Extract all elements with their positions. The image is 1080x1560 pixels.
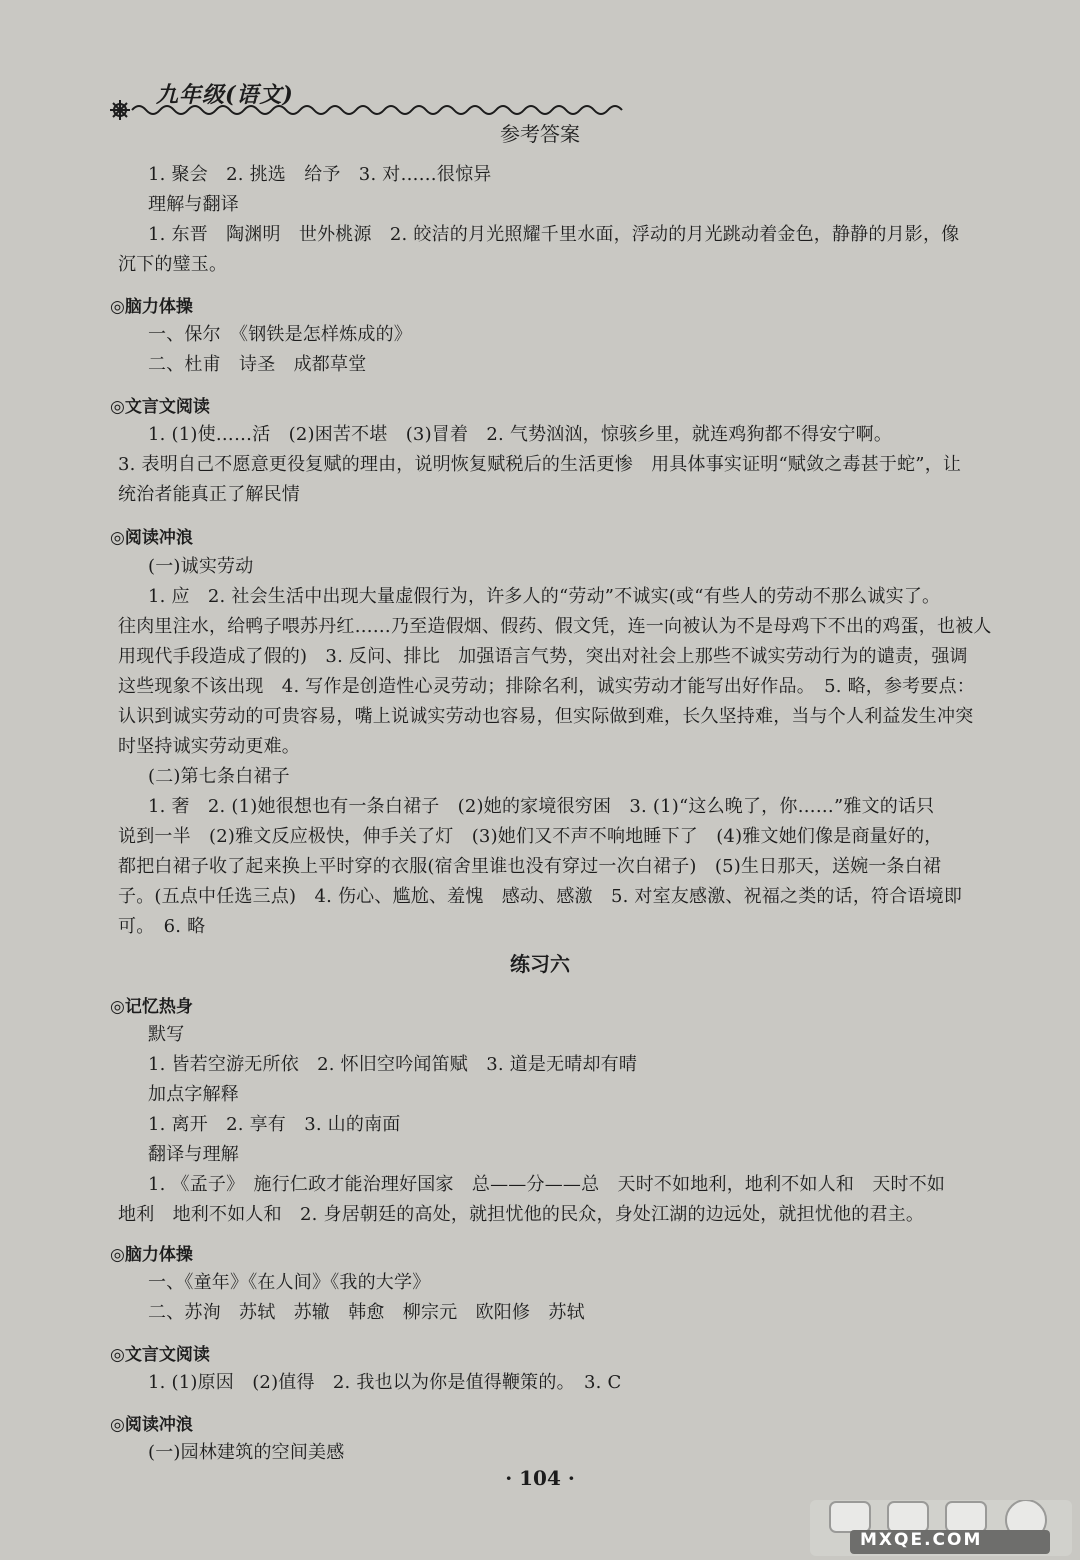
text-line: 用现代手段造成了假的) 3. 反问、排比 加强语言气势，突出对社会上那些不诚实劳动行为的谴责，强调: [118, 646, 968, 667]
subheading: 加点字解释: [148, 1084, 239, 1105]
text-line: 1. 聚会 2. 挑选 给予 3. 对……很惊异: [148, 164, 492, 185]
text-line: 1. 东晋 陶渊明 世外桃源 2. 皎洁的月光照耀千里水面，浮动的月光跳动着金色，静静的月影，像: [148, 224, 960, 245]
text-line: 子。(五点中任选三点) 4. 伤心、尴尬、羞愧 感动、感激 5. 对室友感激、祝福之类的话，符合语境即: [118, 886, 963, 907]
text-line: 往肉里注水，给鸭子喂苏丹红……乃至造假烟、假药、假文凭，连一向被认为不是母鸡下不出的鸡蛋，也被人: [118, 616, 992, 637]
section-heading: ◎阅读冲浪: [110, 1415, 193, 1435]
page-number: · 104 ·: [505, 1466, 575, 1490]
text-line: 地利 地利不如人和 2. 身居朝廷的高处，就担忧他的民众，身处江湖的边远处，就担忧他的君主。: [118, 1204, 925, 1225]
exercise-title: 练习六: [510, 952, 570, 976]
section-heading: ◎文言文阅读: [110, 1345, 210, 1365]
subheading: (一)诚实劳动: [148, 556, 254, 577]
text-line: 二、苏洵 苏轼 苏辙 韩愈 柳宗元 欧阳修 苏轼: [148, 1302, 585, 1323]
text-line: 1. 应 2. 社会生活中出现大量虚假行为，许多人的“劳动”不诚实(或“有些人的劳动不那么诚实了。: [148, 586, 941, 607]
subheading: 理解与翻译: [148, 194, 239, 215]
watermark-text: MXQE.COM: [860, 1530, 983, 1550]
text-line: 二、杜甫 诗圣 成都草堂: [148, 354, 367, 375]
subheading: 翻译与理解: [148, 1144, 239, 1165]
text-line: 都把白裙子收了起来换上平时穿的衣服(宿舍里谁也没有穿过一次白裙子) (5)生日那天，送婉一条白裙: [118, 856, 942, 877]
text-line: 可。 6. 略: [118, 916, 206, 937]
section-heading: ◎脑力体操: [110, 297, 193, 317]
text-line: 一、《童年》《在人间》《我的大学》: [148, 1272, 431, 1293]
section-heading: ◎文言文阅读: [110, 397, 210, 417]
text-line: 时坚持诚实劳动更难。: [118, 736, 300, 757]
text-line: 一、保尔 《钢铁是怎样炼成的》: [148, 324, 412, 345]
text-line: 1. 奢 2. (1)她很想也有一条白裙子 (2)她的家境很穷困 3. (1)“这么晚了，你……”雅文的话只: [148, 796, 935, 817]
section-title: 参考答案: [500, 122, 580, 146]
text-line: 1. 离开 2. 享有 3. 山的南面: [148, 1114, 401, 1135]
text-line: 1. 《孟子》 施行仁政才能治理好国家 总——分——总 天时不如地利，地利不如人和 天时不如: [148, 1174, 946, 1195]
text-line: 这些现象不该出现 4. 写作是创造性心灵劳动；排除名利，诚实劳动才能写出好作品。 5. 略，参考要点：: [118, 676, 975, 697]
section-heading: ◎记忆热身: [110, 997, 193, 1017]
section-heading: ◎阅读冲浪: [110, 528, 193, 548]
text-line: 1. (1)使……活 (2)困苦不堪 (3)冒着 2. 气势汹汹，惊骇乡里，就连鸡狗都不得安宁啊。: [148, 424, 893, 445]
subheading: (二)第七条白裙子: [148, 766, 290, 787]
text-line: 1. (1)原因 (2)值得 2. 我也以为你是值得鞭策的。 3. C: [148, 1372, 622, 1393]
subheading: 默写: [148, 1024, 185, 1045]
text-line: 统治者能真正了解民情: [118, 484, 300, 505]
text-line: 认识到诚实劳动的可贵容易，嘴上说诚实劳动也容易，但实际做到难，长久坚持难，当与个人利益发生冲突: [118, 706, 974, 727]
section-heading: ◎脑力体操: [110, 1245, 193, 1265]
text-line: 说到一半 (2)雅文反应极快，伸手关了灯 (3)她们又不声不响地睡下了 (4)雅文她们像是商量好的，: [118, 826, 943, 847]
subheading: (一)园林建筑的空间美感: [148, 1442, 345, 1463]
text-line: 1. 皆若空游无所依 2. 怀旧空吟闻笛赋 3. 道是无晴却有晴: [148, 1054, 638, 1075]
text-line: 3. 表明自己不愿意更役复赋的理由，说明恢复赋税后的生活更惨 用具体事实证明“赋敛之毒甚于蛇”，让: [118, 454, 962, 475]
text-line: 沉下的璧玉。: [118, 254, 228, 275]
header-title: 九年级(语文): [156, 82, 294, 108]
